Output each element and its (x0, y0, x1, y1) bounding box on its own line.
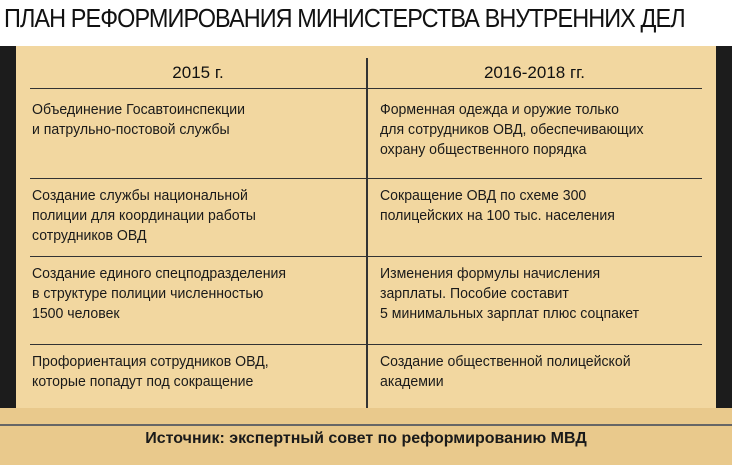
row-divider (30, 178, 702, 179)
row-divider (30, 256, 702, 257)
table-cell: Создание службы национальной полиции для координации работы сотрудников ОВД (32, 187, 256, 244)
right-border (716, 46, 732, 408)
left-border (0, 46, 16, 408)
column-divider (366, 58, 368, 408)
table-cell: Создание единого спецподразделения в структуре полиции численностью 1500 человек (32, 265, 287, 322)
column-header-2016-2018: 2016-2018 гг. (483, 63, 586, 82)
table-cell: Объединение Госавтоинспекции и патрульно-постовой службы (32, 101, 246, 138)
source-note: Источник: экспертный совет по реформированию МВД (145, 430, 587, 447)
page-title: ПЛАН РЕФОРМИРОВАНИЯ МИНИСТЕРСТВА ВНУТРЕННИХ ДЕЛ (4, 5, 685, 33)
table-cell: Изменения формулы начисления зарплаты. Пособие составит 5 минимальных зарплат плюс соцпакет (380, 265, 640, 322)
table-cell: Создание общественной полицейской академии (380, 353, 631, 390)
table-cell: Форменная одежда и оружие только для сотрудников ОВД, обеспечивающих охрану общественного порядка (380, 101, 644, 158)
column-header-2015: 2015 г. (172, 63, 224, 82)
source-divider (0, 424, 732, 426)
table-cell: Профориентация сотрудников ОВД, которые попадут под сокращение (32, 353, 269, 390)
row-divider (30, 344, 702, 345)
table-cell: Сокращение ОВД по схеме 300 полицейских на 100 тыс. населения (380, 187, 615, 224)
